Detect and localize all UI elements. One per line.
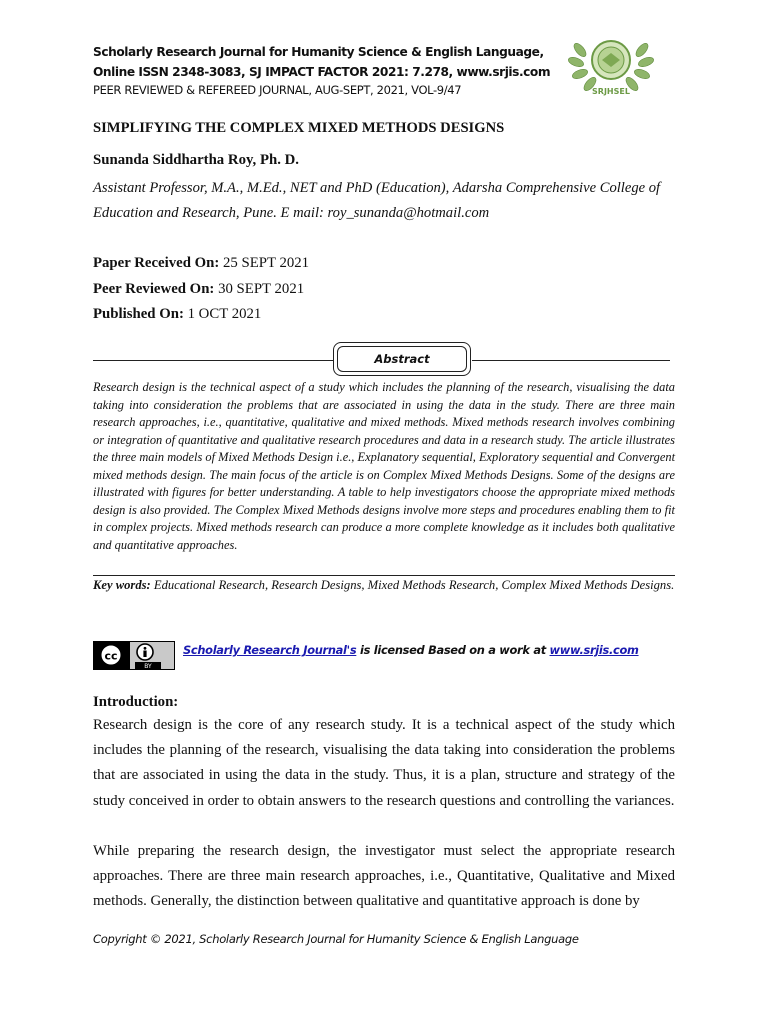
abstract-text: Research design is the technical aspect of a study which includes the planning of the research, visualising the data taking into consideration the problems that are associated in using the data in the study. There are three main research approaches, i.e., quantitative, qualitative and mixed methods. Mixed methods research involves combining or integration of quantitative and qualitative research procedures and data in a research study. The article illustrates the three main models of Mixed Methods Design i.e., Explanatory sequential, Exploratory sequential and Convergent mixed methods design. The main focus of the article is on Complex Mixed Methods Designs. Some of the designs are illustrated with figures for better understanding. A table to help investigators choose the appropriate mixed methods design is also provided. The Complex Mixed Methods designs involve more steps and procedures enabling them to fit in complex projects. Mixed methods research can produce a more complete knowledge as it includes both qualitative and quantitative approaches.: [93, 380, 676, 552]
journal-name: Scholarly Research Journal for Humanity Science & English Language,: [93, 45, 544, 59]
author-affiliation: Assistant Professor, M.A., M.Ed., NET and PhD (Education), Adarsha Comprehensive College of Education and Research, Pune. E mail: roy_sunanda@hotmail.com: [93, 180, 661, 221]
introduction-heading: Introduction:: [93, 694, 179, 710]
license-middle-text: is licensed Based on a work at: [356, 643, 550, 657]
published-value: 1 OCT 2021: [187, 306, 262, 322]
journal-issue-line: PEER REVIEWED & REFEREED JOURNAL, AUG-SEPT, 2021, VOL-9/47: [93, 83, 462, 97]
reviewed-label: Peer Reviewed On:: [93, 280, 215, 297]
received-label: Paper Received On:: [93, 255, 220, 271]
abstract-heading-box: [333, 342, 471, 376]
reviewed-date-row: [93, 279, 309, 305]
paper-title: SIMPLIFYING THE COMPLEX MIXED METHODS DESIGNS: [93, 120, 505, 136]
cc-by-license-badge[interactable]: [93, 641, 175, 670]
received-value: 25 SEPT 2021: [223, 255, 310, 271]
paper-dates: [93, 253, 309, 330]
cc-by-icon: [93, 641, 175, 670]
journal-issn-line: Online ISSN 2348-3083, SJ IMPACT FACTOR 2021: 7.278, www.srjis.com: [93, 65, 551, 79]
by-symbol-text: BY: [144, 663, 152, 670]
journal-link[interactable]: Scholarly Research Journal's: [183, 643, 357, 657]
keywords-text: Educational Research, Research Designs, Mixed Methods Research, Complex Mixed Methods Designs.: [153, 578, 675, 592]
seal-label: SRJHSEL: [592, 87, 630, 96]
received-date-row: [93, 253, 309, 279]
journal-seal-logo: [568, 28, 654, 98]
published-date-row: [93, 304, 309, 330]
reviewed-value: 30 SEPT 2021: [218, 280, 305, 297]
abstract-heading: Abstract: [337, 346, 467, 372]
license-statement: [183, 643, 639, 657]
keywords: [93, 576, 675, 594]
introduction-paragraph-1: Research design is the core of any research study. It is a technical aspect of the study which includes the planning of the research, visualising the data taking into consideration the problems that are associated in using the data in the study. Thus, it is a plan, structure and strategy of the study conceived in order to obtain answers to the research questions and controlling the variances.: [93, 717, 675, 809]
keywords-label: Key words:: [93, 578, 151, 592]
introduction-paragraph-2: While preparing the research design, the investigator must select the appropriate research approaches. There are three main research approaches, i.e., Quantitative, Qualitative and Mixed methods. Generally, the distinction between qualitative and quantitative approach is done by: [93, 843, 675, 910]
abstract-divider-right: [472, 360, 670, 361]
journal-header: [93, 42, 563, 98]
author-name: Sunanda Siddhartha Roy, Ph. D.: [93, 152, 300, 168]
published-label: Published On:: [93, 306, 184, 322]
abstract-divider-left: [93, 360, 333, 361]
cc-symbol-text: cc: [104, 649, 118, 663]
copyright-footer: Copyright © 2021, Scholarly Research Journal for Humanity Science & English Language: [93, 932, 579, 946]
srjis-site-link[interactable]: www.srjis.com: [549, 643, 639, 657]
